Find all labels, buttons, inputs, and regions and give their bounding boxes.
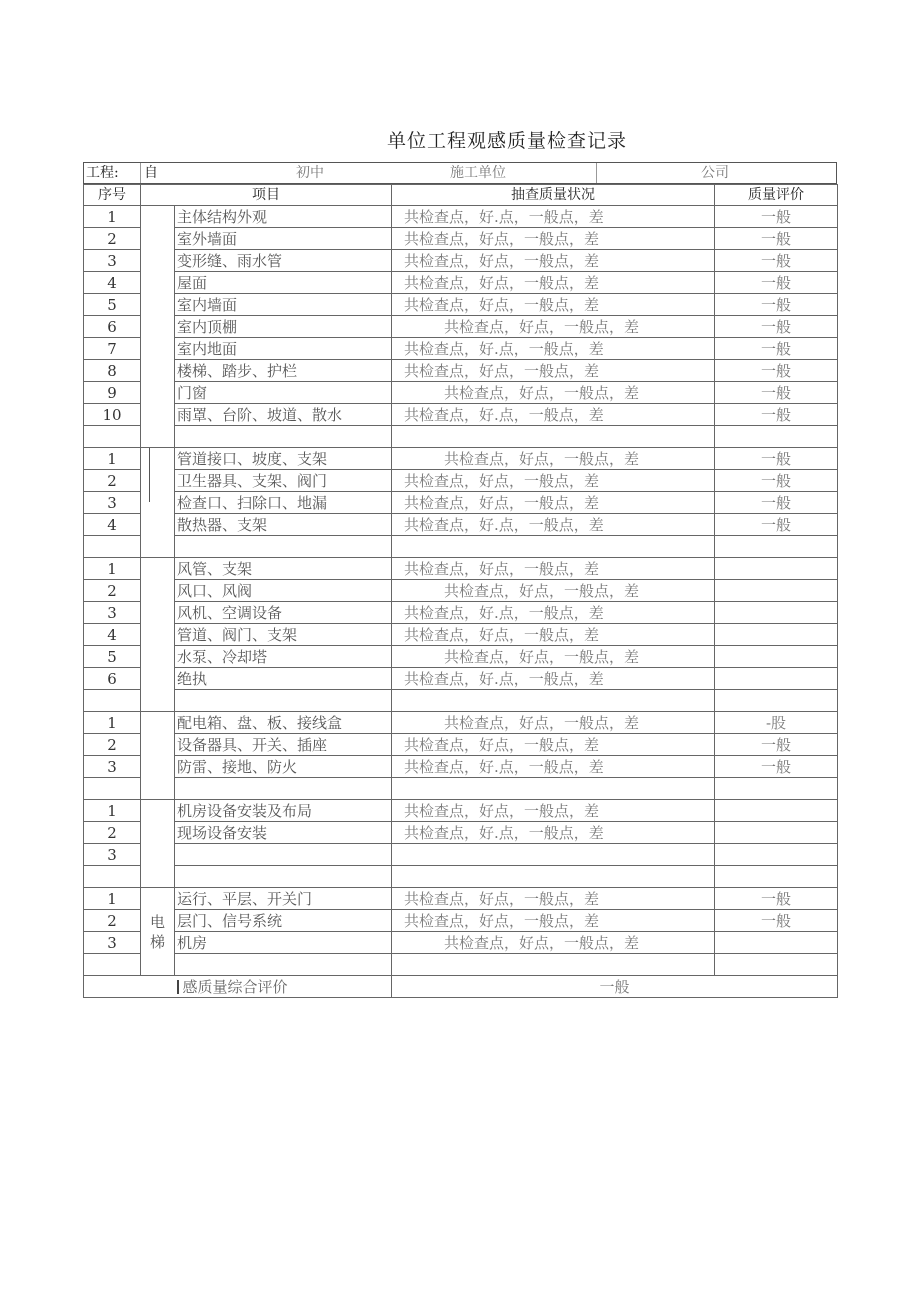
quality-evaluation [715,646,838,668]
quality-evaluation: 一般 [715,470,838,492]
table-row [84,822,838,844]
blank-cell [84,690,141,712]
item-name: 设备器具、开关、插座 [175,734,392,756]
blank-cell [175,426,392,448]
item-name: 室内顶棚 [175,316,392,338]
row-number: 3 [84,492,141,514]
table-row [84,316,838,338]
inspection-result: 共检查点，好点，一般点，差 [392,558,715,580]
table-row [84,624,838,646]
row-number: 4 [84,624,141,646]
summary-cell [175,976,392,998]
header-no: 序号 [84,185,141,206]
blank-cell [84,954,141,976]
category-cell [141,206,175,448]
quality-evaluation [715,668,838,690]
row-number: 2 [84,580,141,602]
blank-cell [175,778,392,800]
category-label: 电梯 [149,912,165,951]
row-number: 1 [84,888,141,910]
inspection-result: 共检查点，好点，一般点，差 [392,448,715,470]
quality-evaluation [715,580,838,602]
inspection-result: 共检查点，好点，一般点，差 [392,272,715,294]
inspection-result: 共检查点，好点，一般点，差 [392,932,715,954]
table-row [84,206,838,228]
project-value-2: 初中 [296,165,324,181]
quality-evaluation: 一般 [715,382,838,404]
info-divider [140,163,141,183]
quality-evaluation [715,844,838,866]
blank-row [84,536,838,558]
item-name: 楼梯、踏步、护栏 [175,360,392,382]
category-cell [141,558,175,712]
row-number: 1 [84,712,141,734]
inspection-result: 共检查点，好点，一般点，差 [392,800,715,822]
quality-evaluation: 一般 [715,338,838,360]
project-info-row [83,162,837,184]
row-number: 4 [84,514,141,536]
quality-evaluation: 一般 [715,360,838,382]
category-bracket [149,448,150,502]
inspection-result: 共检查点，好.点，一般点，差 [392,668,715,690]
blank-cell [392,426,715,448]
table-row [84,712,838,734]
table-row [84,602,838,624]
inspection-result: 共检查点，好.点，一般点，差 [392,822,715,844]
table-row [84,668,838,690]
item-name: 管道接口、坡度、支架 [175,448,392,470]
row-number: 3 [84,250,141,272]
quality-evaluation: 一般 [715,316,838,338]
table-row [84,360,838,382]
quality-evaluation [715,624,838,646]
blank-row [84,954,838,976]
inspection-result: 共检查点，好点，一般点，差 [392,294,715,316]
quality-evaluation [715,932,838,954]
quality-evaluation: 一般 [715,228,838,250]
table-row [84,272,838,294]
row-number: 3 [84,844,141,866]
item-name: 散热器、支架 [175,514,392,536]
blank-cell [715,778,838,800]
quality-evaluation [715,822,838,844]
row-number: 1 [84,448,141,470]
table-row [84,932,838,954]
item-name: 层门、信号系统 [175,910,392,932]
summary-row [84,976,838,998]
table-header [84,185,838,206]
inspection-result: 共检查点，好.点，一般点，差 [392,756,715,778]
item-name: 室外墙面 [175,228,392,250]
item-name [175,844,392,866]
blank-cell [715,536,838,558]
row-number: 3 [84,602,141,624]
quality-evaluation: 一般 [715,910,838,932]
item-name: 机房设备安装及布局 [175,800,392,822]
item-name: 现场设备安装 [175,822,392,844]
row-number: 6 [84,668,141,690]
row-number: 2 [84,228,141,250]
row-number: 1 [84,558,141,580]
info-divider [596,163,597,183]
project-value: 自 [144,165,158,181]
blank-cell [84,426,141,448]
table-row [84,228,838,250]
blank-cell [175,866,392,888]
blank-cell [84,536,141,558]
table-row [84,558,838,580]
table-row [84,338,838,360]
row-number: 1 [84,206,141,228]
row-number: 3 [84,932,141,954]
inspection-result: 共检查点，好点，一般点，差 [392,646,715,668]
table-row [84,382,838,404]
inspection-result: 共检查点，好.点，一般点，差 [392,514,715,536]
table-row [84,404,838,426]
table-row [84,294,838,316]
table-row [84,646,838,668]
item-name: 运行、平层、开关门 [175,888,392,910]
item-name: 风口、风阀 [175,580,392,602]
table-row [84,734,838,756]
table-row [84,580,838,602]
row-number: 9 [84,382,141,404]
inspection-result: 共检查点，好点，一般点，差 [392,250,715,272]
table-row [84,800,838,822]
blank-cell [175,954,392,976]
blank-row [84,690,838,712]
blank-cell [392,778,715,800]
inspection-result: 共检查点，好点，一般点，差 [392,734,715,756]
row-number: 2 [84,734,141,756]
category-cell [141,800,175,888]
table-row [84,250,838,272]
quality-evaluation: 一般 [715,250,838,272]
header-result: 抽查质量状况 [392,185,715,206]
blank-row [84,426,838,448]
item-name: 水泵、冷却塔 [175,646,392,668]
item-name: 配电箱、盘、板、接线盒 [175,712,392,734]
inspection-result: 共检查点，好点，一般点，差 [392,580,715,602]
item-name: 卫生器具、支架、阀门 [175,470,392,492]
row-number: 4 [84,272,141,294]
inspection-table-body [84,185,838,998]
blank-cell [715,690,838,712]
blank-cell [84,866,141,888]
inspection-result: 共检查点，好点，一般点，差 [392,316,715,338]
item-name: 防雷、接地、防火 [175,756,392,778]
header-item: 项目 [141,185,392,206]
summary-label: 感质量综合评价 [182,977,288,996]
summary-spacer [84,976,175,998]
row-number: 10 [84,404,141,426]
inspection-result: 共检查点，好.点，一般点，差 [392,602,715,624]
blank-row [84,778,838,800]
blank-cell [392,690,715,712]
quality-evaluation: 一般 [715,294,838,316]
item-name: 风管、支架 [175,558,392,580]
blank-cell [715,954,838,976]
quality-evaluation: 一般 [715,272,838,294]
row-number: 5 [84,294,141,316]
inspection-result: 共检查点，好.点，一般点，差 [392,404,715,426]
inspection-result: 共检查点，好.点，一般点，差 [392,206,715,228]
item-name: 风机、空调设备 [175,602,392,624]
blank-row [84,866,838,888]
blank-cell [715,426,838,448]
blank-cell [392,954,715,976]
summary-mark [177,980,179,994]
quality-evaluation [715,558,838,580]
blank-cell [84,778,141,800]
inspection-result: 共检查点，好点，一般点，差 [392,888,715,910]
item-name: 绝执 [175,668,392,690]
quality-evaluation: 一般 [715,514,838,536]
item-name: 雨罩、台阶、坡道、散水 [175,404,392,426]
quality-evaluation: 一般 [715,734,838,756]
quality-evaluation: -股 [715,712,838,734]
category-cell [141,712,175,800]
inspection-result: 共检查点，好点，一般点，差 [392,910,715,932]
item-name: 屋面 [175,272,392,294]
item-name: 管道、阀门、支架 [175,624,392,646]
inspection-result: 共检查点，好点，一般点，差 [392,228,715,250]
blank-cell [392,536,715,558]
project-label: 工程: [86,165,119,181]
inspection-result: 共检查点，好点，一般点，差 [392,470,715,492]
item-name: 主体结构外观 [175,206,392,228]
table-row [84,514,838,536]
category-cell [141,888,175,976]
summary-value: 一般 [392,976,838,998]
row-number: 1 [84,800,141,822]
item-name: 检查口、扫除口、地漏 [175,492,392,514]
inspection-result: 共检查点，好.点，一般点，差 [392,338,715,360]
row-number: 2 [84,822,141,844]
item-name: 机房 [175,932,392,954]
table-row [84,492,838,514]
quality-evaluation [715,602,838,624]
row-number: 8 [84,360,141,382]
contractor-value: 公司 [701,165,729,181]
item-name: 室内墙面 [175,294,392,316]
quality-evaluation: 一般 [715,888,838,910]
table-row [84,910,838,932]
blank-cell [175,690,392,712]
row-number: 3 [84,756,141,778]
category-cell [141,448,175,558]
row-number: 7 [84,338,141,360]
inspection-result: 共检查点，好点，一般点，差 [392,382,715,404]
quality-evaluation: 一般 [715,448,838,470]
page-title: 单位工程观感质量检查记录 [386,130,627,152]
row-number: 2 [84,470,141,492]
row-number: 6 [84,316,141,338]
table-row [84,470,838,492]
table-row [84,844,838,866]
table-row [84,756,838,778]
table-row [84,448,838,470]
table-row [84,888,838,910]
quality-evaluation: 一般 [715,404,838,426]
inspection-result [392,844,715,866]
quality-evaluation: 一般 [715,756,838,778]
inspection-result: 共检查点，好点，一般点，差 [392,624,715,646]
inspection-result: 共检查点，好点，一般点，差 [392,712,715,734]
header-evaluation: 质量评价 [715,185,838,206]
quality-evaluation: 一般 [715,492,838,514]
inspection-result: 共检查点，好点，一般点，差 [392,492,715,514]
inspection-table [83,184,838,998]
quality-evaluation [715,800,838,822]
row-number: 5 [84,646,141,668]
inspection-result: 共检查点，好点，一般点，差 [392,360,715,382]
blank-cell [392,866,715,888]
item-name: 门窗 [175,382,392,404]
quality-evaluation: 一般 [715,206,838,228]
contractor-label: 施工单位 [450,165,506,181]
item-name: 室内地面 [175,338,392,360]
blank-cell [175,536,392,558]
row-number: 2 [84,910,141,932]
blank-cell [715,866,838,888]
item-name: 变形缝、雨水管 [175,250,392,272]
